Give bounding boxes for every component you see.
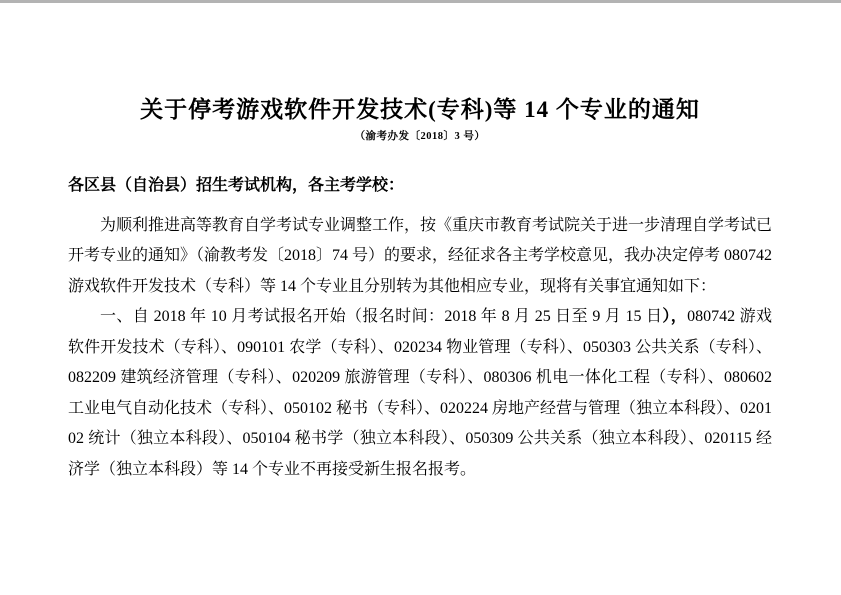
text-run: 080742 游戏软件开发技术（专科）、090101 农学（专科）、020234 物业管理（专科）、050303 公共关系（专科）、082209 建筑经济管理（专科）、020209 旅游管理（专科）、080306 机电一体化工程（专科）、080602 工业电气自动化技术（专科）、050102 秘书（专科）、020224 房地产经营与管理（独立本科段）、020102 统计（独立本科段）、050104 秘书学（独立本科段）、050309 公共关系（独立本科段）、020115 经济学（独立本科段）等 14 个专业不再接受新生报名报考。 [68, 308, 773, 478]
doc-number: （渝考办发〔2018〕3 号） [354, 130, 486, 142]
text-run: ）， [662, 308, 688, 326]
text-run: 一、自 2018 年 10 月考试报名开始（报名时间：2018 年 8 月 25 日至 9 月 15 日 [100, 308, 663, 326]
body-paragraphs [68, 211, 772, 486]
paragraph [68, 302, 772, 485]
page-top-edge [0, 0, 841, 3]
salutation: 各区县（自治县）招生考试机构，各主考学校： [68, 176, 405, 194]
doc-title: 关于停考游戏软件开发技术(专科)等 14 个专业的通知 [140, 97, 700, 122]
paragraph [68, 211, 772, 303]
text-run: 为顺利推进高等教育自学考试专业调整工作，按《重庆市教育考试院关于进一步清理自学考试已开考专业的通知》（渝教考发〔2018〕74 号）的要求，经征求各主考学校意见，我办决定停考 080742 游戏软件开发技术（专科）等 14 个专业且分别转为其他相应专业，现将有关事宜通知如下： [68, 216, 773, 295]
document-content [0, 96, 841, 485]
